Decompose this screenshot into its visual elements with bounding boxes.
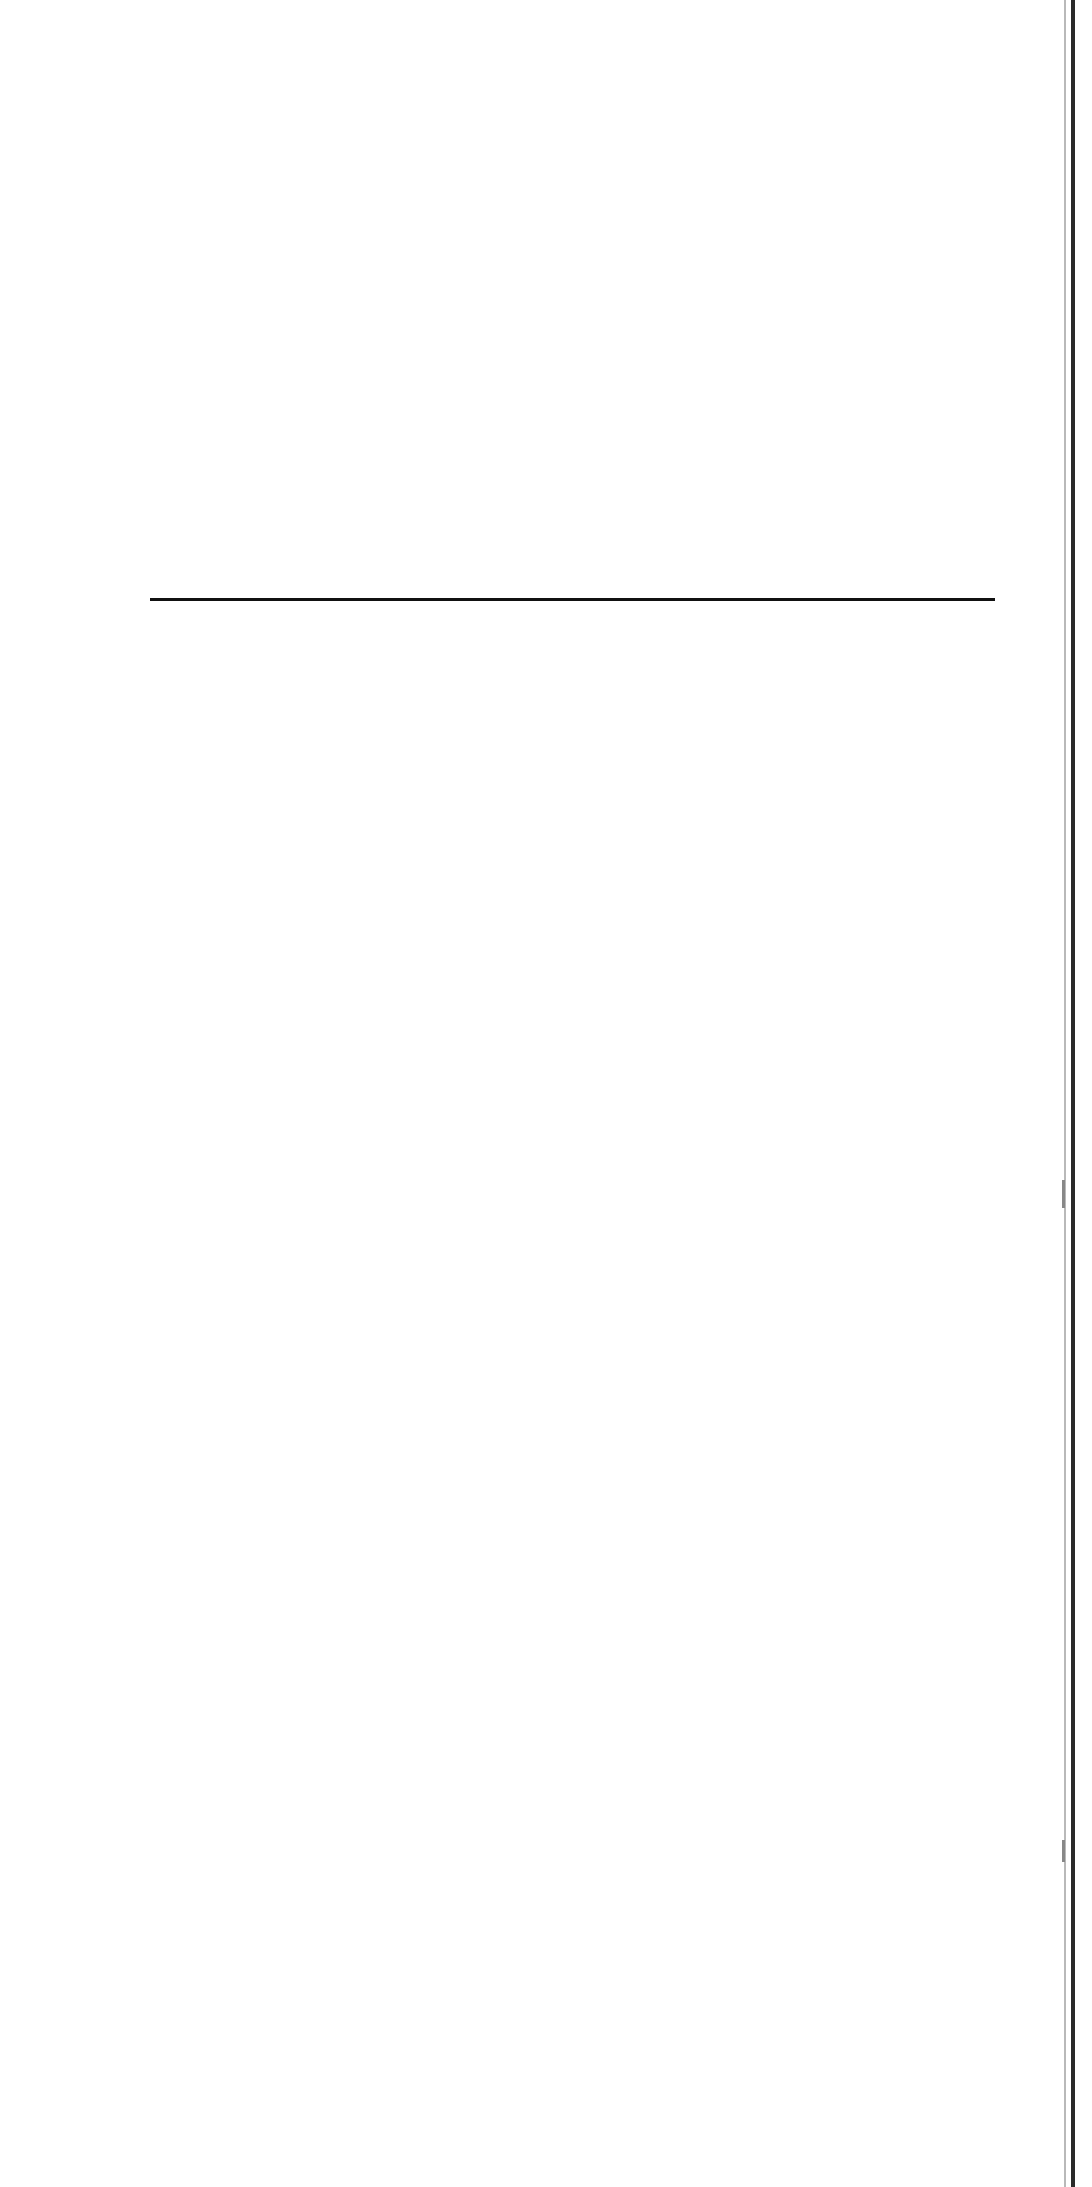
page-edge-shadow xyxy=(1071,0,1075,2187)
page-edge-mark xyxy=(1062,1840,1065,1862)
page-edge-mark xyxy=(1062,1180,1065,1208)
section-divider xyxy=(150,598,995,601)
